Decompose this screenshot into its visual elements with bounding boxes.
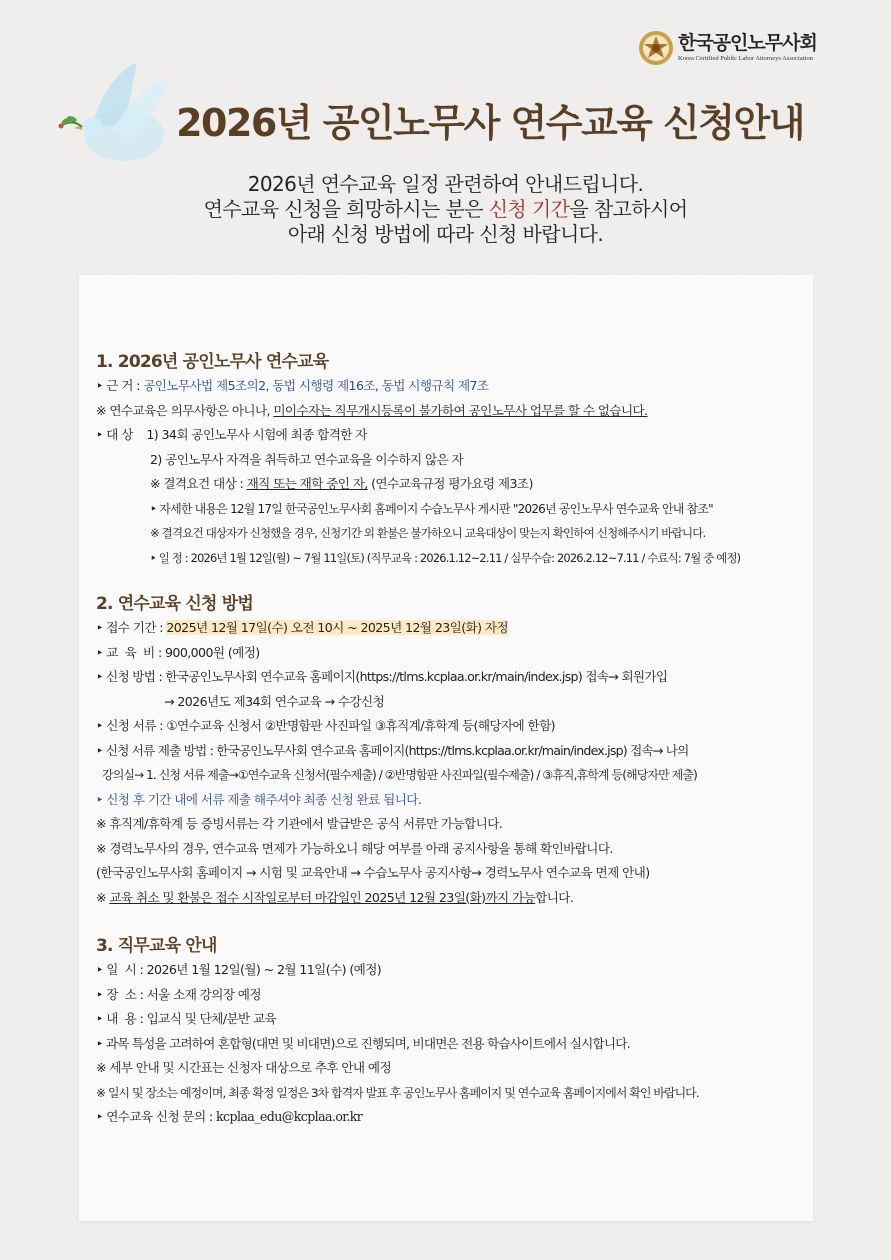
method-line-2: → 2026년도 제34회 연수교육 → 수강신청 (164, 693, 385, 709)
submit-deadline-notice: ‣ 신청 후 기간 내에 서류 제출 해주셔야 최종 신청 완료 됩니다. (96, 791, 422, 807)
disqualify-line: ※ 결격요건 대상 : 재직 또는 재학 중인 자, (연수교육규정 평가요령 제3조) (150, 476, 533, 491)
exemption-path: (한국공인노무사회 홈페이지 → 시험 및 교육안내 → 수습노무사 공지사항→ 경력노무사 연수교육 면제 안내) (96, 865, 650, 880)
org-name-ko: 한국공인노무사회 (678, 32, 817, 54)
scallop-dot (355, 268, 369, 275)
scallop-dot (208, 268, 222, 275)
scallop-dot (691, 268, 705, 275)
scallop-dot (565, 268, 579, 275)
refund-note: ※ 교육 취소 및 환불은 접수 시작일로부터 마감일인 2025년 12월 23일(화)까지 가능합니다. (96, 889, 574, 905)
scallop-dot (607, 268, 621, 275)
scallop-dot (628, 268, 642, 275)
org-logo (638, 28, 858, 68)
fee-line: ‣ 교 육 비 : 900,000원 (예정) (96, 644, 260, 660)
documents-line: ‣ 신청 서류 : ①연수교육 신청서 ②반명함판 사진파일 ③휴직계/휴학계 등(해당자에 한함) (96, 718, 555, 733)
scallop-dot (712, 268, 726, 275)
proof-docs-note: ※ 휴직계/휴학계 등 증빙서류는 각 기관에서 발급받은 공식 서류만 가능합니다. (96, 816, 503, 831)
contact-email[interactable]: kcplaa_edu@kcplaa.or.kr (216, 1109, 363, 1124)
timetable-note: ※ 세부 안내 및 시간표는 신청자 대상으로 추후 안내 예정 (96, 1060, 392, 1075)
scallop-dot (544, 268, 558, 275)
schedule-line: ‣ 일 정 : 2026년 1월 12일(월) ~ 7월 11일(토) (직무교육 : 2026.1.12~2.11 / 실무수습: 2026.2.12~7.11 / 수료식: 7월 중 예정) (150, 550, 741, 565)
scallop-dot (586, 268, 600, 275)
detail-reference-line: ‣ 자세한 내용은 12월 17일 한국공인노무사회 홈페이지 수습노무사 게시판 "2026년 공인노무사 연수교육 안내 참조" (150, 501, 713, 516)
submit-line-2: 강의실→ 1. 신청 서류 제출→①연수교육 신청서(필수제출) / ②반명함판 사진파일(필수제출) / ③휴직,휴학계 등(해당자만 제출) (102, 768, 697, 782)
scallop-dot (229, 268, 243, 275)
schedule-confirm-note: ※ 일시 및 장소는 예정이며, 최종 확정 일정은 3차 합격자 발표 후 공인노무사 홈페이지 및 연수교육 홈페이지에서 확인 바랍니다. (96, 1085, 699, 1100)
method-line-1: ‣ 신청 방법 : 한국공인노무사회 연수교육 홈페이지(https://tlms.kcplaa.or.kr/main/index.jsp) 접속→ 회원가입 (96, 669, 668, 684)
scallop-dot (733, 268, 747, 275)
scallop-dot (313, 268, 327, 275)
target-line-1: ‣ 대 상 1) 34회 공인노무사 시험에 최종 합격한 자 (96, 427, 367, 442)
basis-law-text: 공인노무사법 제5조의2, 동법 시행령 제16조, 동법 시행규칙 제7조 (143, 378, 489, 393)
scallop-dot (439, 268, 453, 275)
notice-content (96, 350, 816, 1130)
scallop-dot (397, 268, 411, 275)
intro-text (0, 172, 891, 247)
scallop-dot (460, 268, 474, 275)
training-place-line: ‣ 장 소 : 서울 소재 강의장 예정 (96, 986, 261, 1002)
scallop-dot (775, 268, 789, 275)
section-3-title: 3. 직무교육 안내 (96, 936, 217, 956)
scallop-dot (670, 268, 684, 275)
intro-line-1: 2026년 연수교육 일정 관련하여 안내드립니다. (247, 172, 644, 196)
scallop-dot (649, 268, 663, 275)
scallop-dot (145, 268, 159, 275)
intro-line-3: 아래 신청 방법에 따라 신청 바랍니다. (287, 222, 604, 246)
exemption-note: ※ 경력노무사의 경우, 연수교육 면제가 가능하오니 해당 여부를 아래 공지사항을 통해 확인바랍니다. (96, 840, 613, 856)
intro-line-2: 연수교육 신청을 희망하시는 분은 신청 기간을 참고하시어 (203, 197, 688, 221)
scallop-dot (523, 268, 537, 275)
apply-period-line: ‣ 접수 기간 : 2025년 12월 17일(수) 오전 10시 ~ 2025년 12월 23일(화) 자정 (96, 620, 508, 635)
section-1-title: 1. 2026년 공인노무사 연수교육 (96, 352, 329, 372)
page-title: 2026년 공인노무사 연수교육 신청안내 (176, 101, 804, 145)
scallop-dot (250, 268, 264, 275)
paper-scallop-edge (79, 268, 813, 282)
apply-period-highlight: 신청 기간 (488, 197, 570, 221)
scallop-dot (376, 268, 390, 275)
scallop-dot (754, 268, 768, 275)
scallop-dot (502, 268, 516, 275)
org-name-en: Korea Certified Public Labor Attorneys Association (678, 55, 813, 62)
scallop-dot (481, 268, 495, 275)
scallop-dot (82, 268, 96, 275)
scallop-dot (103, 268, 117, 275)
training-content-line: ‣ 내 용 : 입교식 및 단체/분반 교육 (96, 1011, 277, 1026)
submit-line-1: ‣ 신청 서류 제출 방법 : 한국공인노무사회 연수교육 홈페이지(https://tlms.kcplaa.or.kr/main/index.jsp) 접속→ 나의 (96, 742, 689, 758)
scallop-dot (292, 268, 306, 275)
basis-line: ‣ 근 거 : 공인노무사법 제5조의2, 동법 시행령 제16조, 동법 시행규칙 제7조 (96, 378, 489, 393)
section-2-title: 2. 연수교육 신청 방법 (96, 594, 254, 614)
scallop-dot (124, 268, 138, 275)
target-line-2: 2) 공인노무사 자격을 취득하고 연수교육을 이수하지 않은 자 (150, 451, 464, 467)
contact-line: ‣ 연수교육 신청 문의 : kcplaa_edu@kcplaa.or.kr (96, 1109, 363, 1124)
scallop-dot (187, 268, 201, 275)
scallop-dot (418, 268, 432, 275)
mandatory-note: ※ 연수교육은 의무사항은 아니나, 미이수자는 직무개시등록이 불가하여 공인노무사 업무를 할 수 없습니다. (96, 402, 648, 418)
training-date-line: ‣ 일 시 : 2026년 1월 12일(월) ~ 2월 11일(수) (예정) (96, 962, 382, 977)
refund-warning-line: ※ 결격요건 대상자가 신청했을 경우, 신청기간 외 환불은 불가하오니 교육대상이 맞는지 확인하여 신청해주시기 바랍니다. (150, 526, 706, 540)
apply-period-value: 2025년 12월 17일(수) 오전 10시 ~ 2025년 12월 23일(화) 자정 (166, 620, 508, 635)
hybrid-line: ‣ 과목 특성을 고려하여 혼합형(대면 및 비대면)으로 진행되며, 비대면은 전용 학습사이트에서 실시합니다. (96, 1035, 630, 1051)
scallop-dot (166, 268, 180, 275)
scallop-dot (334, 268, 348, 275)
scallop-dot (796, 268, 810, 275)
association-emblem-icon (638, 30, 674, 66)
scallop-dot (271, 268, 285, 275)
